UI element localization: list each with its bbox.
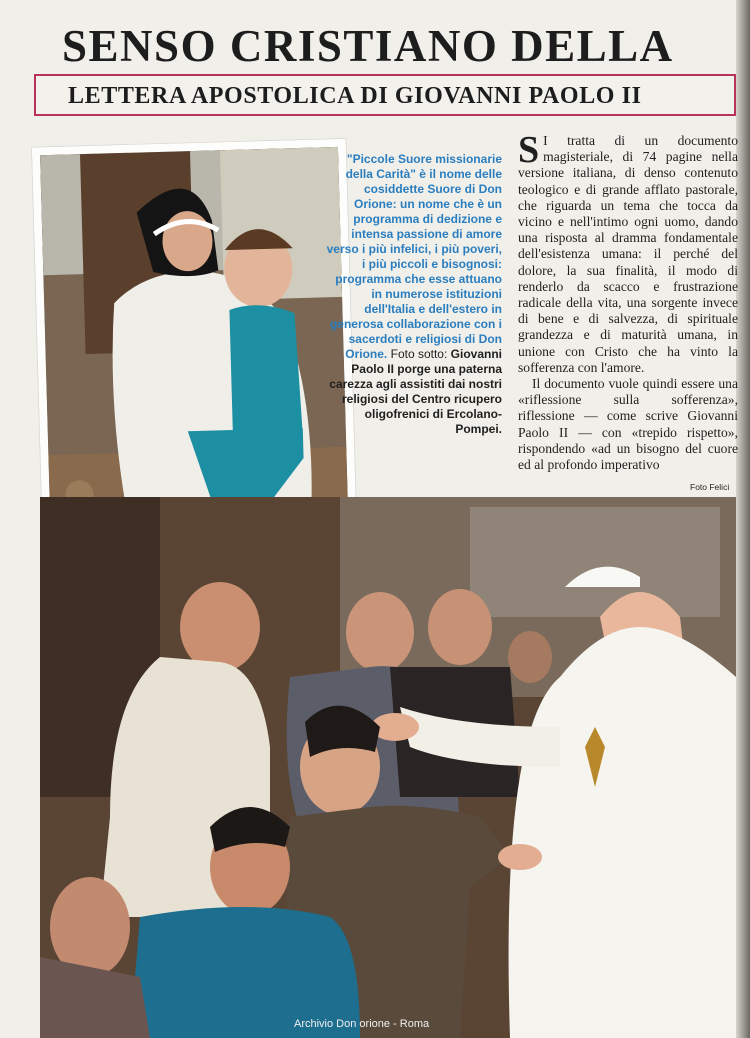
archive-label: Archivio Don orione - Roma	[294, 1018, 430, 1030]
article-paragraph-1	[518, 129, 738, 376]
subtitle-box	[34, 74, 736, 116]
photo-pope-blessing	[40, 497, 736, 1038]
article-paragraph-2: Il documento vuole quindi essere una «riflessione sulla sofferenza», riflessione — come scrive Giovanni Paolo II — con «trepido rispetto», rispondendo «ad un bisogno del cuore ed al profondo imperativo	[518, 376, 738, 473]
caption-blue-text: "Piccole Suore missionarie della Carità" è il nome delle cosiddette Suore di Don Orione: un nome che è un programma di dedizione e intensa passione di amore verso i più infelici, i più poveri, i più piccoli e bisognosi: programma che esse attuano in numerose istituzioni dell'Italia e dell'estero in generosa collaborazione con i sacerdoti e religiosi di Don Orione.	[326, 152, 502, 361]
caption-foto-text: Giovanni Paolo II porge una paterna carezza agli assistiti dai nostri religiosi del Centro ricupero oligofrenici di Ercolano-Pompei.	[329, 347, 502, 436]
caption-foto-label: Foto sotto:	[390, 347, 448, 361]
article-column	[518, 129, 738, 473]
subtitle: LETTERA APOSTOLICA DI GIOVANNI PAOLO II	[68, 83, 642, 109]
page-gutter	[736, 0, 750, 1038]
photo-pope-blessing-illustration	[40, 497, 736, 1038]
headline: SENSO CRISTIANO DELLA	[62, 21, 674, 71]
article-dropcap: S	[518, 129, 540, 171]
foto-credit: Foto Felici	[690, 482, 730, 492]
photo-caption	[326, 152, 502, 437]
article-paragraph-1-text: I tratta di un documento magisteriale, di 74 pagine nella versione italiana, di denso contenuto teologico e di grande afflato pastorale, che riguarda un tema che tocca da vicino e nell'intimo ogni uomo, dando una risposta al dramma fondamentale dell'esistenza umana: il perché del dolore, la sua finalità, il modo di renderlo da scacco e frustrazione radicale della vita, una sorgente invece di bene e di salvezza, di spirituale grandezza e di maturità umana, in unione con Cristo che ha vinto la sofferenza con l'amore.	[518, 133, 738, 375]
